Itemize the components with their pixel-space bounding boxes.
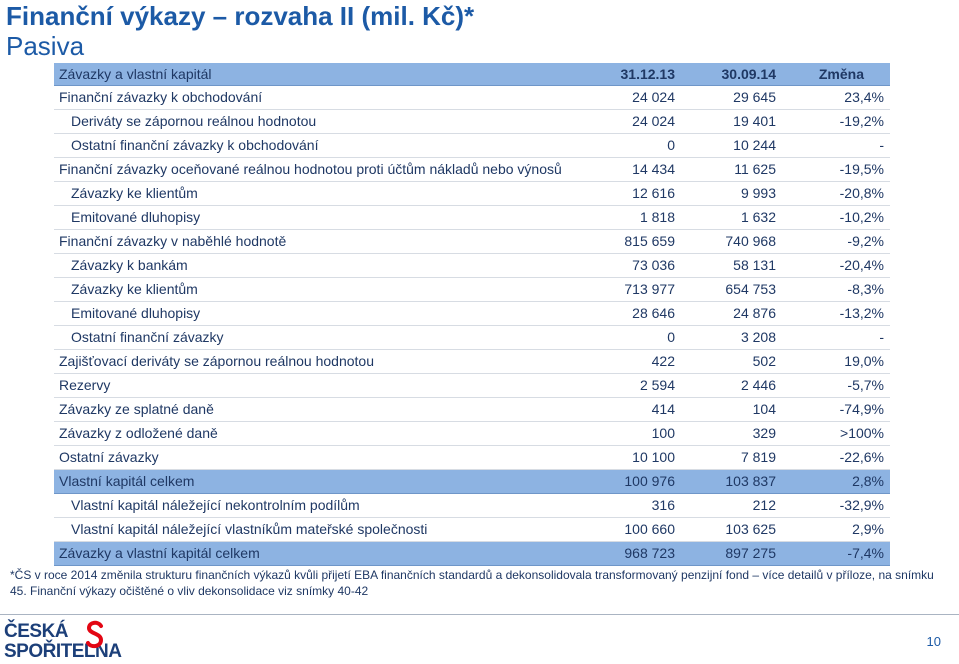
table-row [54,158,890,182]
row-label: Ostatní závazky [59,449,159,465]
value-2014: 2 446 [740,377,776,393]
value-change: -20,4% [839,257,884,273]
value-2013: 815 659 [624,233,675,249]
header-col-2013: 31.12.13 [620,66,675,82]
value-change: -5,7% [847,377,884,393]
value-2014: 212 [752,497,776,513]
table-row [54,302,890,326]
value-change: -7,4% [847,545,884,561]
value-2014: 104 [752,401,776,417]
row-label: Ostatní finanční závazky k obchodování [71,137,319,153]
value-change: -8,3% [847,281,884,297]
footnote: *ČS v roce 2014 změnila strukturu finančních výkazů kvůli přijetí EBA finančních standardů a dekonsolidovala transformovaný penzijní fond – více detailů v příloze, na snímku 45. Finanční výkazy očištěné o vliv dekonsolidace viz snímky 40-42 [10,568,934,598]
table-row [54,86,890,110]
row-label: Závazky ze splatné daně [59,401,214,417]
value-2013: 100 976 [624,473,675,489]
value-2014: 19 401 [733,113,776,129]
value-2014: 29 645 [733,89,776,105]
slide-title: Finanční výkazy – rozvaha II (mil. Kč)* [6,1,475,31]
value-change: 19,0% [844,353,884,369]
table-row [54,470,890,494]
table-row [54,422,890,446]
value-2014: 329 [752,425,776,441]
row-label: Vlastní kapitál náležející nekontrolním podílům [71,497,360,513]
value-2013: 0 [667,329,675,345]
balance-sheet-table [54,63,890,566]
table-row [54,446,890,470]
value-2013: 24 024 [632,89,675,105]
table-row [54,110,890,134]
row-label: Závazky ke klientům [71,185,198,201]
row-label: Finanční závazky k obchodování [59,89,263,105]
table-body [54,86,890,566]
row-label: Deriváty se zápornou reálnou hodnotou [71,113,317,129]
value-change: -10,2% [839,209,884,225]
value-change: -22,6% [839,449,884,465]
header-label: Závazky a vlastní kapitál [59,66,212,82]
value-2013: 24 024 [632,113,675,129]
value-2013: 2 594 [639,377,675,393]
table-row [54,230,890,254]
row-label: Finanční závazky v naběhlé hodnotě [59,233,287,249]
value-2013: 422 [651,353,675,369]
table-row [54,350,890,374]
value-change: -19,5% [839,161,884,177]
value-2014: 24 876 [733,305,776,321]
value-2013: 1 818 [639,209,675,225]
row-label: Emitované dluhopisy [71,305,201,321]
value-2013: 316 [651,497,675,513]
header-col-change: Změna [818,66,864,82]
value-2014: 10 244 [733,137,776,153]
value-2014: 103 837 [725,473,776,489]
value-change: >100% [840,425,884,441]
row-label: Zajišťovací deriváty se zápornou reálnou hodnotou [59,353,374,369]
table-row [54,134,890,158]
value-2014: 103 625 [725,521,776,537]
value-2014: 1 632 [740,209,776,225]
logo-line-1: ČESKÁ [4,621,69,642]
value-2014: 7 819 [740,449,776,465]
slide-subtitle: Pasiva [6,31,85,61]
row-label: Závazky k bankám [71,257,188,273]
value-change: -19,2% [839,113,884,129]
row-label: Vlastní kapitál náležející vlastníkům mateřské společnosti [71,521,428,537]
value-2014: 9 993 [740,185,776,201]
value-change: - [879,329,884,345]
value-change: - [879,137,884,153]
value-2014: 502 [752,353,776,369]
page-number: 10 [926,634,941,649]
table-row [54,326,890,350]
logo-s-icon [86,620,104,650]
value-change: -13,2% [839,305,884,321]
table-header [54,63,890,86]
logo-line-2: SPOŘITELNA [4,641,122,662]
table-row [54,542,890,566]
table-row [54,278,890,302]
value-change: -74,9% [839,401,884,417]
table-row [54,374,890,398]
row-label: Závazky a vlastní kapitál celkem [59,545,260,561]
value-2013: 28 646 [632,305,675,321]
value-2013: 713 977 [624,281,675,297]
table-row [54,254,890,278]
row-label: Vlastní kapitál celkem [59,473,195,489]
value-change: -32,9% [839,497,884,513]
value-2013: 0 [667,137,675,153]
value-2013: 14 434 [632,161,675,177]
value-2013: 73 036 [632,257,675,273]
table-row [54,518,890,542]
row-label: Emitované dluhopisy [71,209,201,225]
value-change: -9,2% [847,233,884,249]
value-change: 2,8% [852,473,884,489]
ceska-sporitelna-logo [4,620,122,664]
row-label: Finanční závazky oceňované reálnou hodnotou proti účtům nákladů nebo výnosů [59,161,562,177]
value-2014: 740 968 [725,233,776,249]
row-label: Ostatní finanční závazky [71,329,224,345]
row-label: Rezervy [59,377,111,393]
table-row [54,182,890,206]
value-2013: 12 616 [632,185,675,201]
value-change: -20,8% [839,185,884,201]
value-change: 2,9% [852,521,884,537]
value-2014: 58 131 [733,257,776,273]
value-2013: 10 100 [632,449,675,465]
row-label: Závazky z odložené daně [59,425,218,441]
value-2014: 3 208 [740,329,776,345]
header-col-2014: 30.09.14 [721,66,776,82]
value-2013: 414 [651,401,675,417]
value-2013: 968 723 [624,545,675,561]
table-row [54,494,890,518]
table-row [54,398,890,422]
value-change: 23,4% [844,89,884,105]
value-2013: 100 660 [624,521,675,537]
table-row [54,206,890,230]
value-2014: 897 275 [725,545,776,561]
footer-divider [0,614,959,615]
value-2013: 100 [651,425,675,441]
row-label: Závazky ke klientům [71,281,198,297]
value-2014: 11 625 [734,161,776,177]
value-2014: 654 753 [725,281,776,297]
